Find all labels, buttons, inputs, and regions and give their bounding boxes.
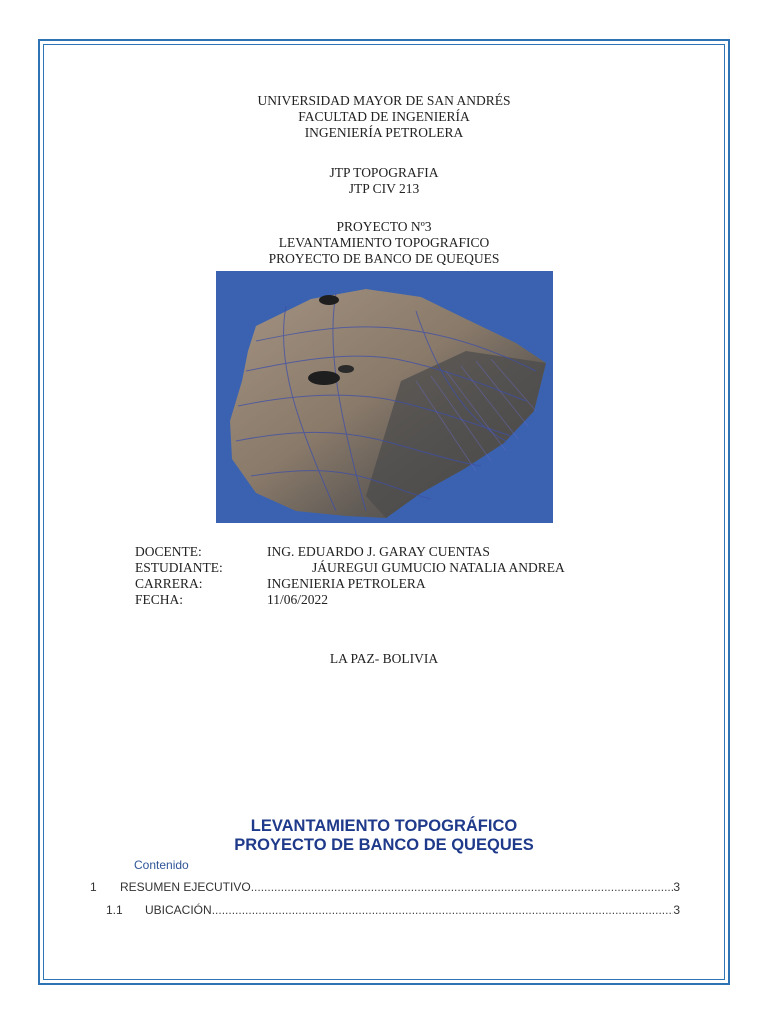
project-name: PROYECTO DE BANCO DE QUEQUES [268,251,500,266]
info-value: ING. EDUARDO J. GARAY CUENTAS [267,544,490,559]
toc-entry-page: 3 [673,880,680,894]
university-name: UNIVERSIDAD MAYOR DE SAN ANDRÉS [257,93,511,108]
project-number: PROYECTO Nº3 [336,219,432,234]
info-row-estudiante [135,560,565,576]
toc-entry[interactable] [106,903,680,917]
info-value: 11/06/2022 [267,592,329,607]
toc-entry-number: 1.1 [106,903,123,917]
info-row-docente [135,544,565,560]
course-name: JTP TOPOGRAFIA [329,165,439,180]
toc-entry-label: UBICACIÓN [145,903,212,917]
toc-leader-dots [251,880,674,894]
course-block [0,165,768,197]
project-type: LEVANTAMIENTO TOPOGRAFICO [278,235,490,250]
department-name: INGENIERÍA PETROLERA [304,125,464,140]
toc-entry-label: RESUMEN EJECUTIVO [120,880,251,894]
info-row-carrera [135,576,565,592]
section-subtitle: PROYECTO DE BANCO DE QUEQUES [234,836,534,854]
info-key: DOCENTE: [135,544,202,559]
toc-leader-dots [212,903,674,917]
toc-entry[interactable] [90,880,680,894]
toc-entry-number: 1 [90,880,97,894]
project-block [0,219,768,267]
faculty-name: FACULTAD DE INGENIERÍA [298,109,470,124]
info-value: JÁUREGUI GUMUCIO NATALIA ANDREA [312,560,565,575]
terrain-model-image [216,271,553,523]
section-title: LEVANTAMIENTO TOPOGRÁFICO [250,817,518,835]
info-key: ESTUDIANTE: [135,560,223,575]
info-value: INGENIERIA PETROLERA [267,576,426,591]
course-code: JTP CIV 213 [348,181,420,196]
terrain-model-graphic [216,271,553,523]
toc-entry-page: 3 [673,903,680,917]
toc-title: Contenido [134,858,189,872]
info-key: FECHA: [135,592,184,607]
info-table [135,544,565,608]
university-header [0,93,768,141]
info-row-fecha [135,592,565,608]
info-key: CARRERA: [135,576,203,591]
location: LA PAZ- BOLIVIA [329,651,439,666]
